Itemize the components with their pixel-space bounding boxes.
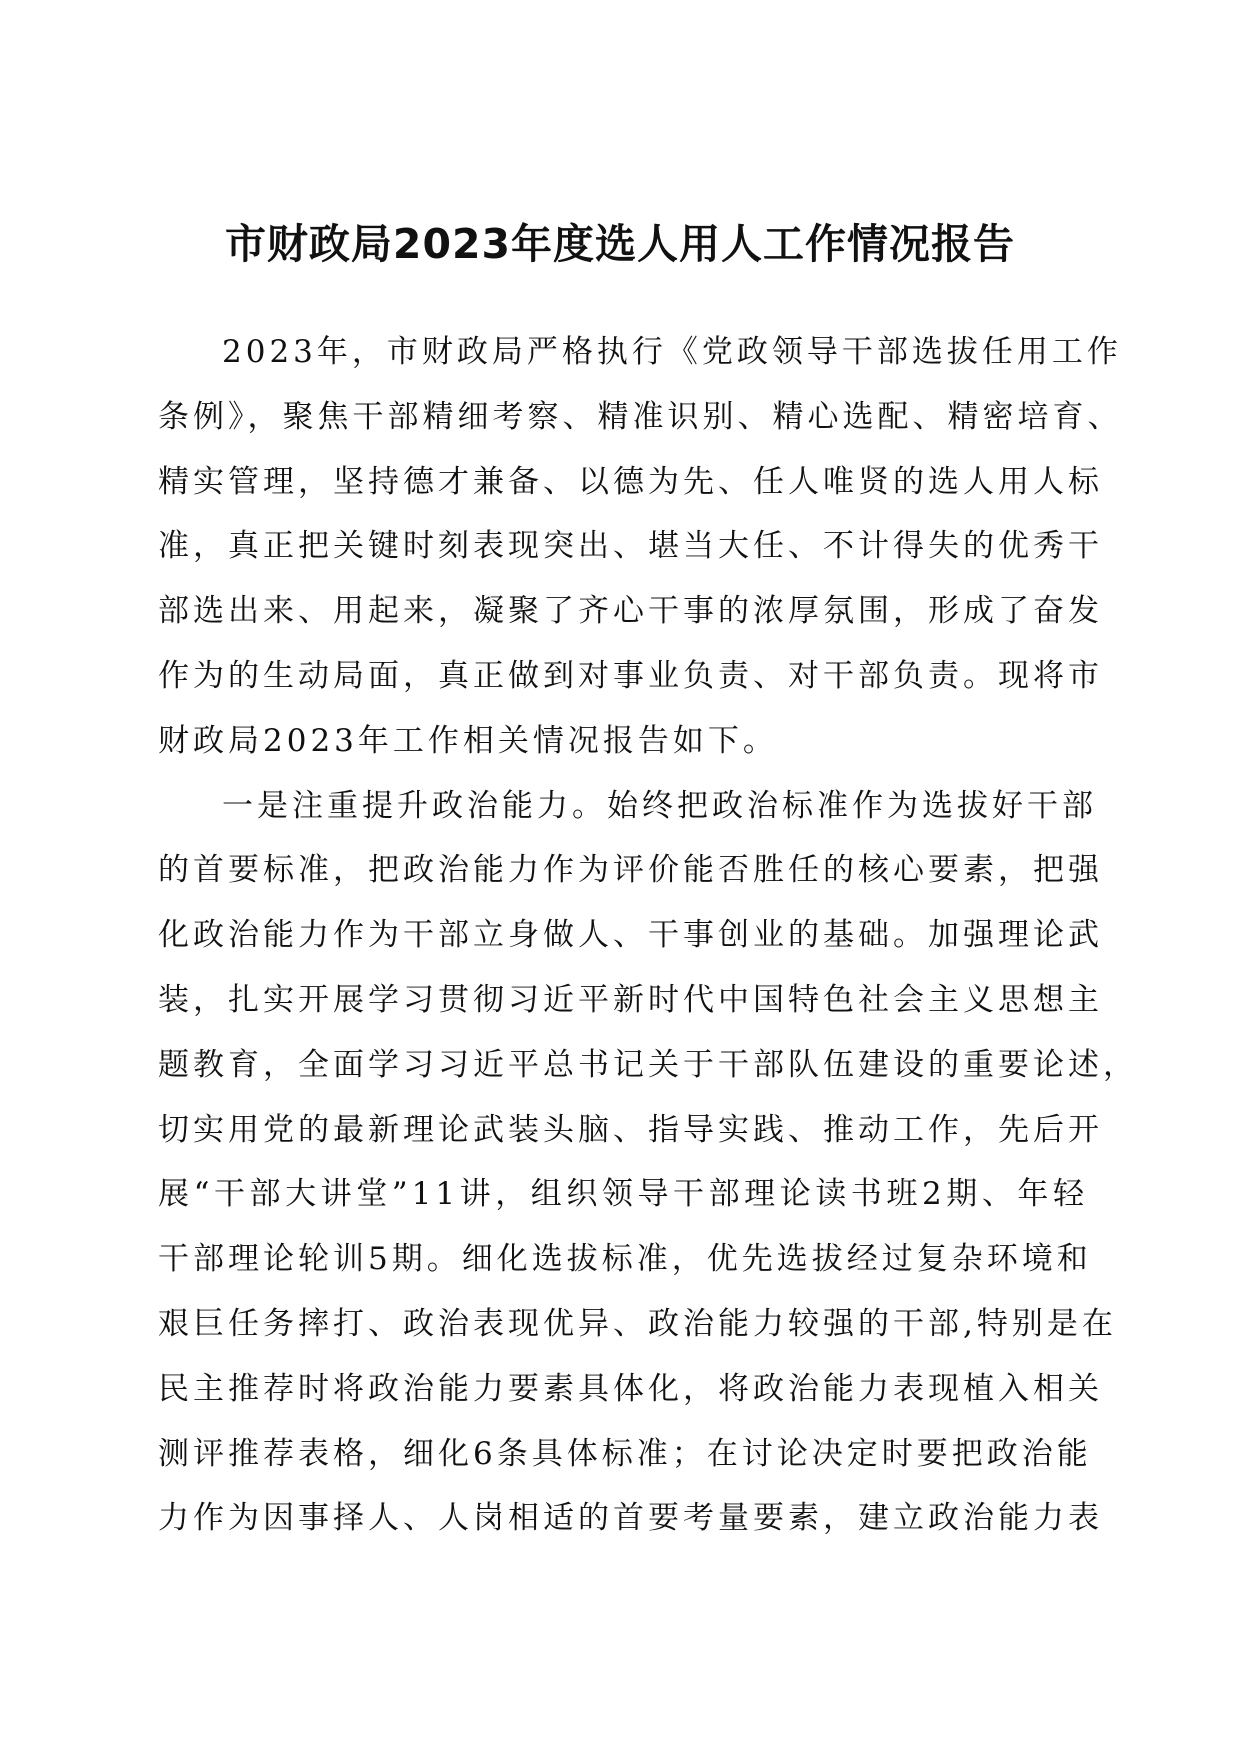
paragraph-1-line: 条例》，聚焦干部精细考察、精准识别、精心选配、精密培育、 bbox=[158, 398, 1123, 435]
paragraph-2-line: 题教育，全面学习习近平总书记关于干部队伍建设的重要论述， bbox=[158, 1046, 1138, 1083]
paragraph-2-line: 的首要标准，把政治能力作为评价能否胜任的核心要素，把强 bbox=[158, 852, 1103, 889]
paragraph-1-line: 部选出来、用起来，凝聚了齐心干事的浓厚氛围，形成了奋发 bbox=[158, 593, 1103, 630]
paragraph-2-line: 展“干部大讲堂”11讲，组织领导干部理论读书班2期、年轻 bbox=[158, 1176, 1088, 1213]
paragraph-1-line: 准，真正把关键时刻表现突出、堪当大任、不计得失的优秀干 bbox=[158, 528, 1103, 565]
paragraph-2-line: 化政治能力作为干部立身做人、干事创业的基础。加强理论武 bbox=[158, 917, 1103, 954]
paragraph-2-line: 干部理论轮训5期。细化选拔标准，优先选拔经过复杂环境和 bbox=[158, 1241, 1092, 1278]
document-title: 市财政局2023年度选人用人工作情况报告 bbox=[224, 220, 1016, 268]
paragraph-1-line: 财政局2023年工作相关情况报告如下。 bbox=[158, 722, 778, 759]
paragraph-1-line: 作为的生动局面，真正做到对事业负责、对干部负责。现将市 bbox=[158, 657, 1103, 694]
paragraph-2-line: 艰巨任务摔打、政治表现优异、政治能力较强的干部,特别是在 bbox=[158, 1305, 1117, 1342]
paragraph-2-line: 测评推荐表格，细化6条具体标准；在讨论决定时要把政治能 bbox=[158, 1435, 1092, 1472]
paragraph-2-line: 力作为因事择人、人岗相适的首要考量要素，建立政治能力表 bbox=[158, 1500, 1103, 1537]
paragraph-2-line: 民主推荐时将政治能力要素具体化，将政治能力表现植入相关 bbox=[158, 1370, 1103, 1407]
document-body bbox=[158, 320, 1138, 1551]
paragraph-1-line: 精实管理，坚持德才兼备、以德为先、任人唯贤的选人用人标 bbox=[158, 463, 1103, 500]
paragraph-2-line: 一是注重提升政治能力。始终把政治标准作为选拔好干部 bbox=[222, 787, 1097, 824]
paragraph-1-line: 2023年，市财政局严格执行《党政领导干部选拔任用工作 bbox=[222, 334, 1122, 370]
paragraph-2-line: 装，扎实开展学习贯彻习近平新时代中国特色社会主义思想主 bbox=[158, 981, 1103, 1018]
paragraph-2-line: 切实用党的最新理论武装头脑、指导实践、推动工作，先后开 bbox=[158, 1111, 1103, 1148]
